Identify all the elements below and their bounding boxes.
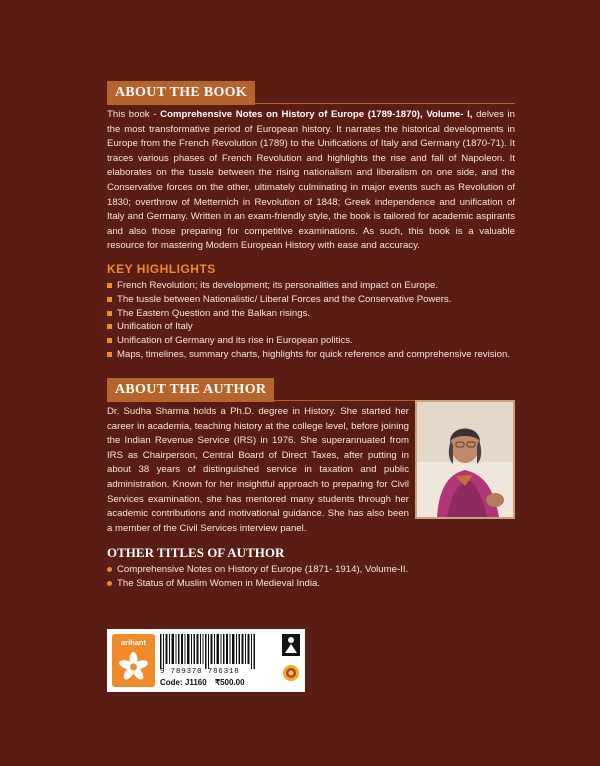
list-item: The tussle between Nationalistic/ Liberal Forces and the Conservative Powers. <box>107 293 517 307</box>
bullet-icon <box>107 283 112 288</box>
barcode-panel <box>107 629 305 692</box>
barcode-icon <box>160 634 258 669</box>
bullet-icon <box>107 338 112 343</box>
bullet-icon <box>107 311 112 316</box>
bullet-icon <box>107 352 112 357</box>
author-portrait-icon <box>417 402 513 517</box>
flower-logo-icon <box>112 648 155 688</box>
list-item: Maps, timelines, summary charts, highlights for quick reference and comprehensive revision. <box>107 348 517 362</box>
other-titles-heading: OTHER TITLES OF AUTHOR <box>107 545 285 560</box>
seal-icon <box>282 662 300 684</box>
bullet-icon <box>107 297 112 302</box>
about-author-text: Dr. Sudha Sharma holds a Ph.D. degree in History. She started her career in academia, teaching history at the college level, before joining the Indian Revenue Service (IRS) in 1976. She superannuated from IRS as Chairperson, Central Board of Direct Taxes, after putting in about 38 years of distinguished service in taxation and public administration. Known for her insightful approach to preparing for Civil Services examination, she has mentored many students through her academic contributions and motivational guidance. She has also been a member of the Civil Services interview panel. <box>107 406 409 534</box>
other-titles-list <box>107 563 408 591</box>
about-book-rule <box>107 103 515 104</box>
about-author-heading: ABOUT THE AUTHOR <box>107 378 274 402</box>
about-book-title: Comprehensive Notes on History of Europe (1789-1870), Volume- I, <box>160 109 473 120</box>
about-book-intro: This book - <box>107 109 161 120</box>
price: ₹500.00 <box>215 678 245 687</box>
list-item: The Status of Muslim Women in Medieval India. <box>107 577 408 591</box>
about-book-body: delves in the most transformative period of European history. It narrates the historical developments in Europe from the French Revolution (1789) to the Unifications of Italy and Germany (1870-71). It traces various phases of French Revolution and highlights the rise and fall of Napoleon. It elaborates on the tussle between the rising nationalism and liberalism on one side, and the Conservative forces on the other, ultimately culminating in major events such as Revolution of 1830; overthrow of Metternich in Revolution of 1848; Greek independence and unification of Italy and Germany. Written in an exam-friendly style, the book is tailored for academic aspirants and also those preparing for competitive examinations. As such, this book is a valuable resource for mastering Modern European History with ease and accuracy. <box>107 109 516 252</box>
key-highlights-list <box>107 279 517 362</box>
key-highlights-heading: KEY HIGHLIGHTS <box>107 262 216 276</box>
publisher-logo <box>112 634 155 687</box>
about-book-heading: ABOUT THE BOOK <box>107 81 255 105</box>
about-book-text <box>107 108 515 254</box>
reader-icon <box>282 634 300 656</box>
publisher-name: arihant <box>120 638 146 647</box>
bullet-icon <box>107 324 112 329</box>
product-code: Code: J1160 <box>160 678 207 687</box>
list-item: Unification of Italy <box>107 320 517 334</box>
bullet-icon <box>107 581 112 586</box>
list-item: Comprehensive Notes on History of Europe (1871- 1914), Volume-II. <box>107 563 408 577</box>
list-item: French Revolution; its development; its personalities and impact on Europe. <box>107 279 517 293</box>
list-item: Unification of Germany and its rise in European politics. <box>107 334 517 348</box>
isbn-number: 9 789370 786318 <box>160 668 240 676</box>
bullet-icon <box>107 567 112 572</box>
list-item: The Eastern Question and the Balkan risings. <box>107 307 517 321</box>
author-photo <box>415 400 515 519</box>
